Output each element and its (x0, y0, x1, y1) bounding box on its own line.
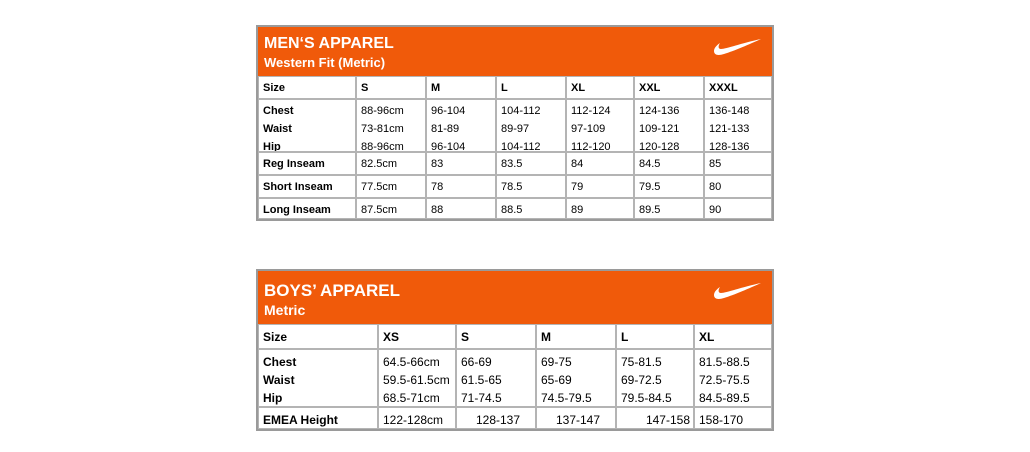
cell-text: Reg Inseam (263, 158, 325, 170)
cell-text: 88-96cm (361, 141, 404, 152)
inseam-value (496, 198, 566, 219)
cell-text: 124-136 (639, 105, 680, 117)
inseam-label (258, 198, 356, 219)
cell-text: 79.5-84.5 (621, 391, 672, 405)
cell-text: XXL (639, 82, 661, 94)
inseam-value (426, 152, 496, 175)
inseam-value (634, 152, 704, 175)
mens-chart-subtitle: Western Fit (Metric) (264, 55, 386, 70)
size-header (258, 324, 378, 349)
cell-text: L (501, 82, 508, 94)
cell-text: 80 (709, 181, 722, 193)
boys-chart-header (258, 271, 772, 324)
boys-chart-title: BOYS’ APPAREL (264, 281, 401, 300)
cell-text: 72.5-75.5 (699, 373, 750, 387)
cell-text: L (621, 330, 629, 344)
inseam-value (566, 175, 634, 198)
size-col-header (566, 76, 634, 99)
cell-text: 69-75 (541, 355, 572, 369)
cell-text: 147-158 (645, 413, 690, 427)
mens-chart-title: MEN‘S APPAREL (264, 35, 394, 52)
cell-text: 112-120 (571, 141, 611, 152)
mens-size-chart (256, 25, 774, 221)
cell-text: Waist (263, 373, 295, 387)
cell-text: 81-89 (431, 123, 460, 135)
cell-text: 64.5-66cm (383, 355, 440, 369)
cell-text: 83 (431, 158, 444, 170)
cell-text: Chest (263, 355, 297, 369)
cell-text: Short Inseam (263, 181, 333, 193)
cell-text: 82.5cm (361, 158, 398, 170)
cell-text: 137-147 (555, 413, 601, 427)
cell-text: 79 (571, 181, 584, 193)
cell-text: 128-137 (475, 413, 521, 427)
cell-text: 83.5 (501, 158, 523, 170)
inseam-value (566, 152, 634, 175)
measure-values (536, 349, 616, 407)
inseam-value (356, 175, 426, 198)
mens-chart-header (258, 27, 772, 76)
cell-text: 104-112 (501, 105, 541, 117)
cell-text: 73-81cm (361, 123, 404, 135)
cell-text: 84 (571, 158, 584, 170)
cell-text: 74.5-79.5 (541, 391, 592, 405)
size-col-header (496, 76, 566, 99)
size-header (258, 76, 356, 99)
cell-text: S (361, 82, 369, 94)
measure-labels (258, 99, 356, 152)
cell-text: 121-133 (709, 123, 750, 135)
height-value (536, 407, 616, 429)
cell-text: 61.5-65 (461, 373, 502, 387)
cell-text: 89 (571, 204, 584, 216)
cell-text: XXXL (709, 82, 738, 94)
inseam-value (496, 175, 566, 198)
inseam-label (258, 152, 356, 175)
cell-text: XS (383, 330, 400, 344)
measure-values (616, 349, 694, 407)
cell-text: 112-124 (571, 105, 611, 117)
cell-text: S (461, 330, 470, 344)
cell-text: 66-69 (461, 355, 492, 369)
swoosh-icon (712, 281, 762, 303)
cell-text: 69-72.5 (621, 373, 662, 387)
cell-text: M (541, 330, 551, 344)
cell-text: 77.5cm (361, 181, 398, 193)
cell-text: EMEA Height (263, 413, 338, 427)
size-col-header (456, 324, 536, 349)
boys-size-chart (256, 269, 774, 431)
cell-text: Size (263, 330, 288, 344)
cell-text: XL (571, 82, 586, 94)
cell-text: 158-170 (699, 413, 744, 427)
size-col-header (536, 324, 616, 349)
measure-values (634, 99, 704, 152)
cell-text: Size (263, 82, 286, 94)
measure-values (566, 99, 634, 152)
cell-text: 88-96cm (361, 105, 404, 117)
cell-text: 88 (431, 204, 444, 216)
cell-text: 96-104 (431, 141, 466, 152)
cell-text: 68.5-71cm (383, 391, 440, 405)
inseam-value (704, 198, 772, 219)
measure-values (496, 99, 566, 152)
inseam-label (258, 175, 356, 198)
measure-labels (258, 349, 378, 407)
cell-text: 90 (709, 204, 722, 216)
size-col-header (616, 324, 694, 349)
size-col-header (694, 324, 772, 349)
measure-values (426, 99, 496, 152)
measure-values (378, 349, 456, 407)
swoosh-icon (712, 37, 762, 59)
cell-text: 89.5 (639, 204, 661, 216)
height-label (258, 407, 378, 429)
height-value (616, 407, 694, 429)
cell-text: 78 (431, 181, 444, 193)
inseam-value (704, 175, 772, 198)
boys-chart-subtitle: Metric (264, 302, 306, 318)
inseam-value (566, 198, 634, 219)
cell-text: 71-74.5 (461, 391, 502, 405)
cell-text: 120-128 (639, 141, 680, 152)
cell-text: 87.5cm (361, 204, 398, 216)
cell-text: 84.5-89.5 (699, 391, 750, 405)
inseam-value (356, 198, 426, 219)
measure-values (456, 349, 536, 407)
cell-text: Chest (263, 105, 294, 117)
cell-text: 97-109 (571, 123, 606, 135)
cell-text: 81.5-88.5 (699, 355, 750, 369)
cell-text: Hip (263, 141, 281, 152)
cell-text: 79.5 (639, 181, 661, 193)
size-col-header (704, 76, 772, 99)
inseam-value (426, 198, 496, 219)
cell-text: 128-136 (709, 141, 750, 152)
height-value (694, 407, 772, 429)
cell-text: Waist (263, 123, 292, 135)
cell-text: 59.5-61.5cm (383, 373, 450, 387)
inseam-value (634, 175, 704, 198)
measure-values (694, 349, 772, 407)
height-value (378, 407, 456, 429)
cell-text: Hip (263, 391, 283, 405)
height-value (456, 407, 536, 429)
cell-text: 84.5 (639, 158, 661, 170)
inseam-value (426, 175, 496, 198)
cell-text: 89-97 (501, 123, 530, 135)
size-col-header (426, 76, 496, 99)
size-col-header (634, 76, 704, 99)
cell-text: 109-121 (639, 123, 680, 135)
inseam-value (704, 152, 772, 175)
cell-text: Long Inseam (263, 204, 331, 216)
cell-text: 65-69 (541, 373, 572, 387)
cell-text: M (431, 82, 441, 94)
cell-text: 122-128cm (383, 413, 444, 427)
cell-text: 75-81.5 (621, 355, 662, 369)
inseam-value (356, 152, 426, 175)
cell-text: 136-148 (709, 105, 750, 117)
size-col-header (356, 76, 426, 99)
size-col-header (378, 324, 456, 349)
measure-values (704, 99, 772, 152)
measure-values (356, 99, 426, 152)
cell-text: 85 (709, 158, 722, 170)
inseam-value (634, 198, 704, 219)
inseam-value (496, 152, 566, 175)
cell-text: 88.5 (501, 204, 523, 216)
cell-text: 104-112 (501, 141, 541, 152)
cell-text: XL (699, 330, 715, 344)
cell-text: 96-104 (431, 105, 466, 117)
cell-text: 78.5 (501, 181, 523, 193)
